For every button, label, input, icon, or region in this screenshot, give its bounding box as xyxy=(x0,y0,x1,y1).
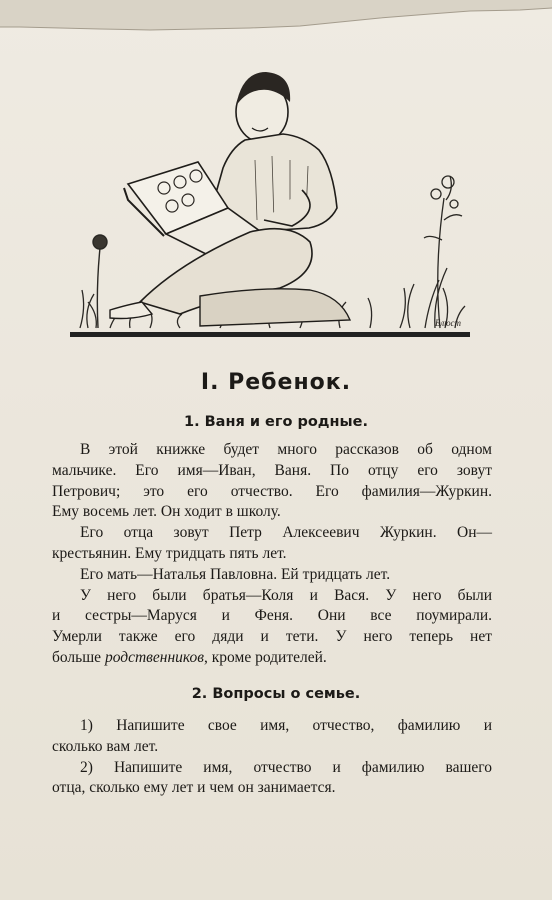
text-line: Ему восемь лет. Он ходит в школу. xyxy=(52,503,281,521)
chapter-title: I. Ребенок. xyxy=(200,370,352,395)
text-line: У него были братья—Коля и Вася. У него были xyxy=(80,586,492,604)
section-title-questions: 2. Вопросы о семье. xyxy=(191,686,361,702)
question-line: 2) Напишите имя, отчество и фамилию вашего xyxy=(80,758,492,776)
text-line: Его отца зовут Петр Алексеевич Журкин. Он— xyxy=(80,524,492,542)
section-family-text xyxy=(52,440,492,669)
text-line: и сестры—Маруся и Феня. Они все поумирали. xyxy=(52,607,492,625)
boy-reading-illustration xyxy=(40,70,480,350)
torn-page-edge xyxy=(0,0,552,40)
text-line: Его мать—Наталья Павловна. Ей тридцать лет. xyxy=(80,565,391,583)
text-line: мальчике. Его имя—Иван, Ваня. По отцу его зовут xyxy=(52,461,492,479)
text-segment: , кроме родителей. xyxy=(204,648,327,666)
question-line: сколько вам лет. xyxy=(52,737,159,755)
question-line: 1) Напишите свое имя, отчество, фамилию и xyxy=(80,717,492,734)
italic-word-relatives: родственников xyxy=(104,648,205,666)
text-line-last xyxy=(52,648,492,669)
text-line: крестьянин. Ему тридцать пять лет. xyxy=(52,544,287,562)
svg-text:Блюст: Блюст xyxy=(435,318,461,328)
text-line: Умерли также его дяди и тети. У него теперь нет xyxy=(52,628,492,646)
question-line: отца, сколько ему лет и чем он занимается. xyxy=(52,779,336,797)
section-title-family: 1. Ваня и его родные. xyxy=(183,414,368,430)
text-segment: больше xyxy=(52,648,105,666)
section-questions-text xyxy=(52,716,492,799)
text-line: В этой книжке будет много рассказов об одном xyxy=(80,441,492,458)
text-line: Петрович; это его отчество. Его фамилия—Журкин. xyxy=(52,482,492,500)
